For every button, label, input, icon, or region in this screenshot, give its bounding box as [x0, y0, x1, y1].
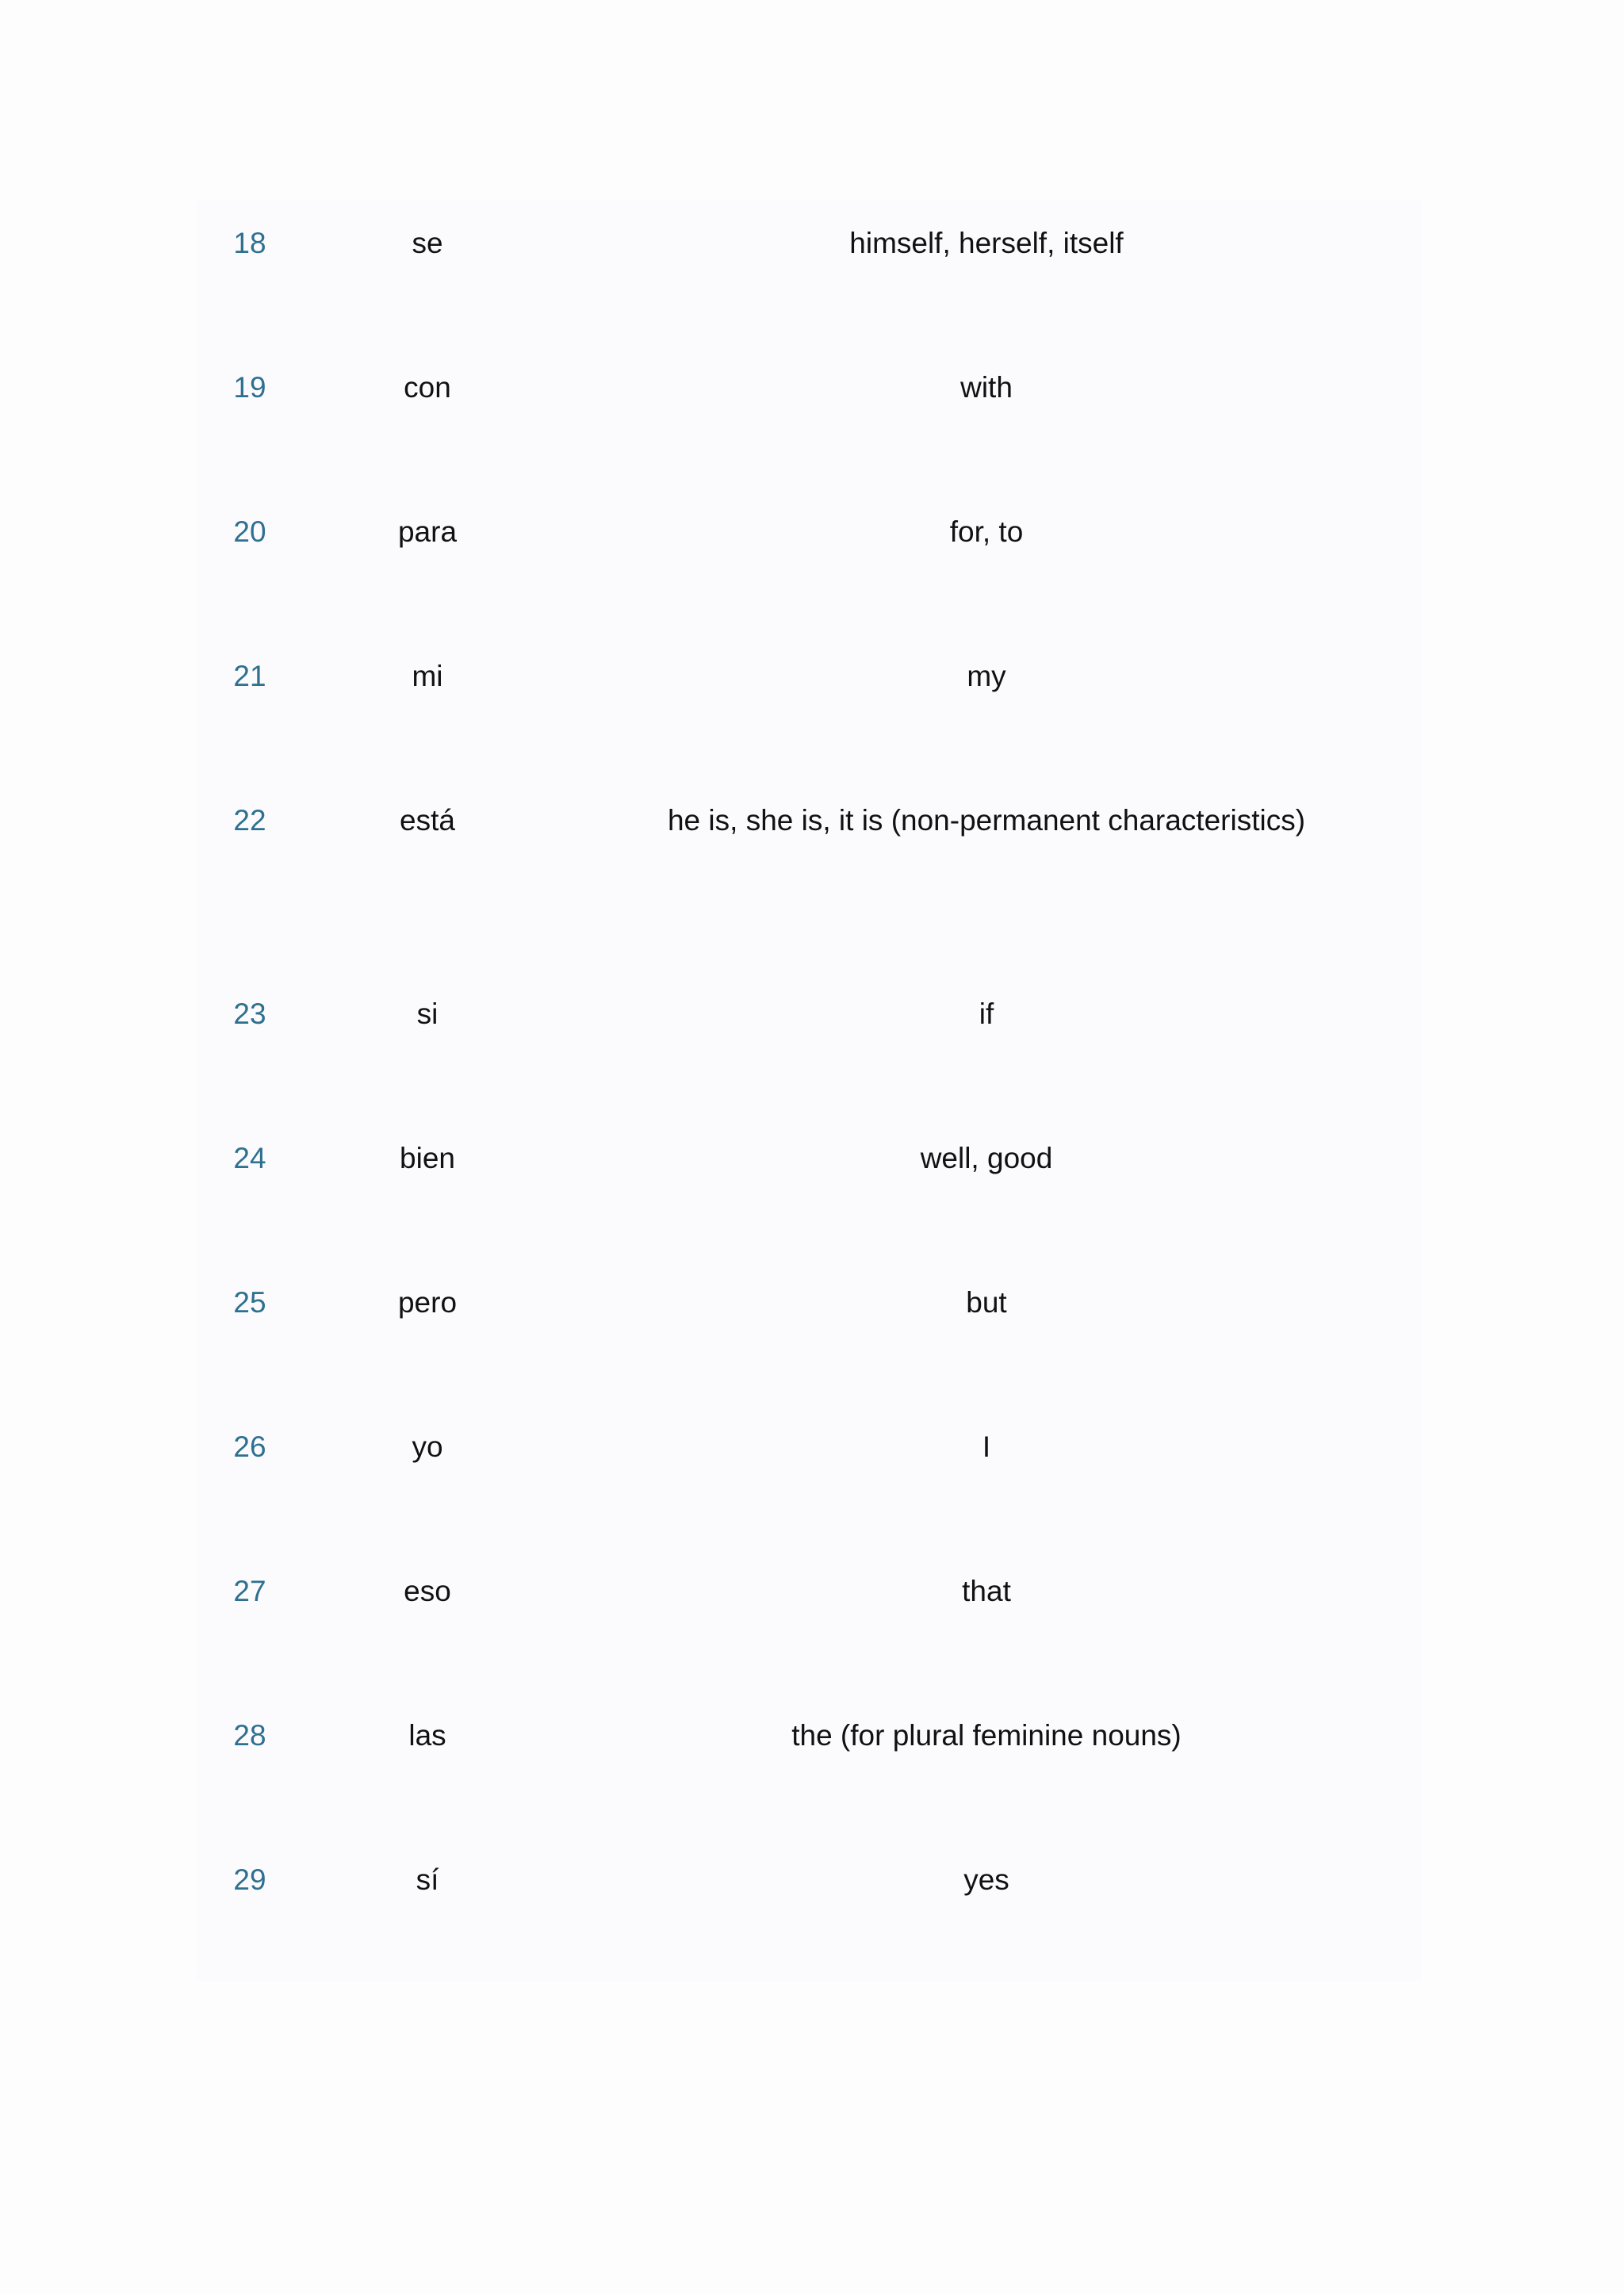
row-number: 24	[197, 1115, 303, 1259]
spanish-word: está	[303, 777, 552, 971]
row-number: 19	[197, 344, 303, 488]
spanish-word: si	[303, 971, 552, 1115]
spanish-word: sí	[303, 1836, 552, 1981]
english-translation: yes	[552, 1836, 1421, 1981]
vocabulary-table	[197, 200, 1421, 1981]
table-row	[197, 971, 1421, 1115]
spanish-word: yo	[303, 1404, 552, 1548]
spanish-word: bien	[303, 1115, 552, 1259]
row-number: 29	[197, 1836, 303, 1981]
english-translation: himself, herself, itself	[552, 200, 1421, 344]
table-row	[197, 1548, 1421, 1692]
row-number: 22	[197, 777, 303, 971]
row-number: 26	[197, 1404, 303, 1548]
english-translation: well, good	[552, 1115, 1421, 1259]
spanish-word: eso	[303, 1548, 552, 1692]
table-row	[197, 488, 1421, 633]
table-row	[197, 1692, 1421, 1836]
table-row	[197, 777, 1421, 971]
row-number: 28	[197, 1692, 303, 1836]
spanish-word: para	[303, 488, 552, 633]
row-number: 27	[197, 1548, 303, 1692]
english-translation: that	[552, 1548, 1421, 1692]
row-number: 21	[197, 633, 303, 777]
table-row	[197, 344, 1421, 488]
english-translation: but	[552, 1259, 1421, 1404]
spanish-word: mi	[303, 633, 552, 777]
english-translation: the (for plural feminine nouns)	[552, 1692, 1421, 1836]
english-translation: with	[552, 344, 1421, 488]
table-row	[197, 200, 1421, 344]
row-number: 18	[197, 200, 303, 344]
english-translation: he is, she is, it is (non-permanent characteristics)	[552, 777, 1421, 971]
row-number: 20	[197, 488, 303, 633]
spanish-word: las	[303, 1692, 552, 1836]
spanish-word: pero	[303, 1259, 552, 1404]
row-number: 23	[197, 971, 303, 1115]
english-translation: my	[552, 633, 1421, 777]
english-translation: I	[552, 1404, 1421, 1548]
table-row	[197, 633, 1421, 777]
table-row	[197, 1404, 1421, 1548]
english-translation: if	[552, 971, 1421, 1115]
table-row	[197, 1259, 1421, 1404]
english-translation: for, to	[552, 488, 1421, 633]
row-number: 25	[197, 1259, 303, 1404]
table-row	[197, 1115, 1421, 1259]
table-row	[197, 1836, 1421, 1981]
spanish-word: se	[303, 200, 552, 344]
spanish-word: con	[303, 344, 552, 488]
